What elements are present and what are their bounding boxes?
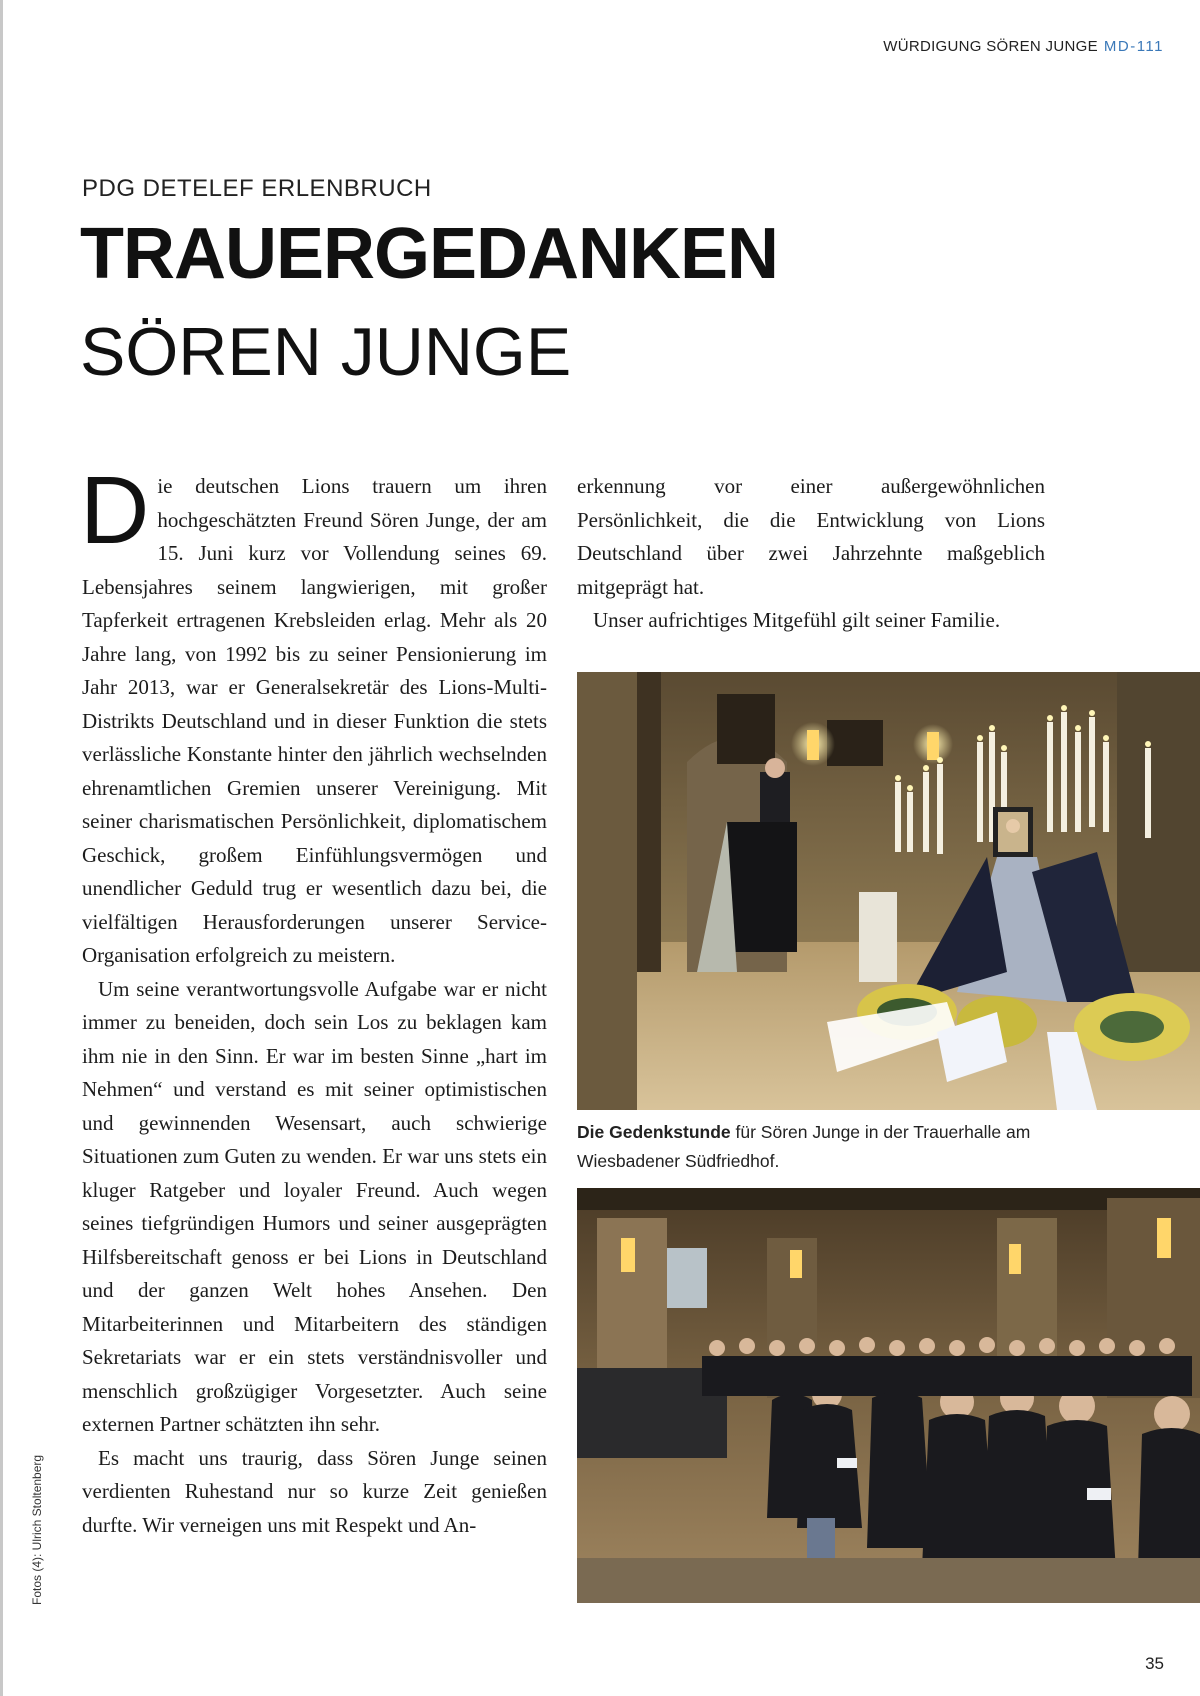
memorial-hall-illustration [577,672,1200,1110]
paragraph-3: Es macht uns traurig, dass Sören Junge seinen verdienten Ruhestand nur so kurze Zeit genießen durfte. Wir verneigen uns mit Respekt und An- [82,1445,547,1537]
caption-lead: Die Gedenkstunde [577,1122,731,1142]
article-subtitle: SÖREN JUNGE [80,314,572,390]
article-column-right [577,470,1045,638]
page-edge [0,0,3,1696]
article-column-left [80,457,547,1542]
paragraph-2: Um seine verantwortungsvolle Aufgabe war er nicht immer zu beneiden, doch sein Los zu beklagen kam ihm nie in den Sinn. Er war im besten Sinne „hart im Nehmen“ und verstand es mit seiner optimistischen und gewinnenden Wesensart, auch schwierige Situationen zum Guten zu wenden. Er war uns stets ein kluger Ratgeber und loyaler Freund. Auch wegen seines tiefgründigen Humors und seiner ausgeprägten Hilfsbereitschaft genoss er bei Lions in Deutschland und der ganzen Welt hohes Ansehen. Den Mitarbeiterinnen und Mitarbeitern des ständigen Sekretariats war er ein stets verständnisvoller und menschlich großzügiger Vorgesetzter. Auch seine externen Partner schätzten ihn sehr. [82,976,547,1436]
photo-caption [577,1118,1137,1176]
drop-cap: D [80,457,150,564]
paragraph-4: erkennung vor einer außergewöhnlichen Persönlichkeit, die die Entwicklung von Lions Deutschland über zwei Jahrzehnte maßgeblich mitgeprägt hat. [577,474,1045,599]
article-author: PDG DETELEF ERLENBRUCH [82,175,432,202]
paragraph-5: Unser aufrichtiges Mitgefühl gilt seiner Familie. [593,608,1001,632]
page-number: 35 [1145,1654,1164,1673]
audience-illustration [577,1188,1200,1603]
running-header [883,38,1164,55]
paragraph-1-text: ie deutschen Lions trauern um ihren hochgeschätzten Freund Sören Junge, der am 15. Juni kurz vor Vollendung seines 69. Lebensjahres seinem langwierigen, mit großer Tapferkeit ertragenen Krebsleiden erlag. Mehr als 20 Jahre lang, von 1992 bis zu seiner Pensionierung im Jahr 2013, war er Generalsekretär des Lions-Multi-Distrikts Deutschland und in dieser Funktion die stets verlässliche Konstante hinter den jährlich wechselnden ehrenamtlichen Gremien unserer Vereinigung. Mit seiner charismatischen Persönlichkeit, diplomatischem Geschick, großem Einfühlungsvermögen und unendlicher Geduld trug er wesentlich dazu bei, die vielfältigen Herausforderungen unserer Service-Organisation erfolgreich zu meistern. [82,474,547,967]
paragraph-1 [80,457,547,973]
photo-credit: Fotos (4): Ulrich Stoltenberg [30,1454,44,1605]
memorial-hall-photo [577,672,1200,1110]
audience-photo [577,1188,1200,1603]
article-title: TRAUERGEDANKEN [80,214,779,294]
section-title: WÜRDIGUNG SÖREN JUNGE [883,38,1098,55]
district-code: MD-111 [1103,38,1164,55]
caption-text: für Sören Junge in der Trauerhalle am Wiesbadener Südfriedhof. [577,1122,1031,1171]
